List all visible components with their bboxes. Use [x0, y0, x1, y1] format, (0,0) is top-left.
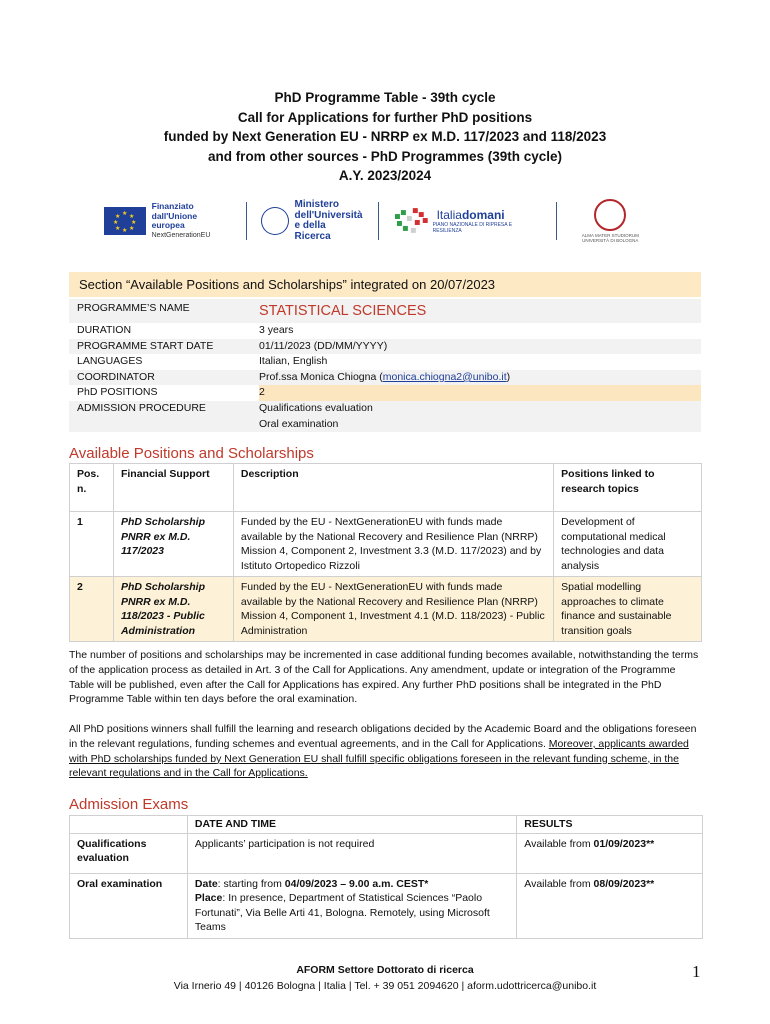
admission-step-1: Qualifications evaluation: [259, 401, 373, 414]
table-row: [70, 577, 702, 642]
document-title: [0, 88, 770, 186]
programme-name-value: STATISTICAL SCIENCES: [259, 303, 427, 319]
row-description: Funded by the EU - NextGenerationEU with funds made available by the National Recovery and Resilience Plan (NRRP) Mission 4, Component 1, Investment 4.1 (M.D. 118/2023) - Public Administration: [233, 577, 553, 642]
admission-procedure-value: [259, 401, 701, 432]
italiadomani-subtitle: PIANO NAZIONALE DI RIPRESA E RESILIENZA: [432, 222, 513, 234]
row-topics: Spatial modelling approaches to climate finance and sustainable transition goals: [554, 577, 702, 642]
mur-seal-icon: [261, 207, 289, 235]
table-row: [70, 833, 703, 873]
eu-logo-line-2: dall'Unione europea: [151, 210, 198, 230]
oral-results-prefix: Available from: [524, 877, 594, 890]
duration-label: DURATION: [77, 324, 132, 336]
admission-procedure-label: ADMISSION PROCEDURE: [77, 401, 206, 414]
admission-exams-heading: Admission Exams: [69, 796, 189, 813]
row-support: PhD Scholarship PNRR ex M.D. 118/2023 - Public Administration: [113, 577, 233, 642]
mur-logo: [261, 200, 364, 242]
title-line-3: funded by Next Generation EU - NRRP ex M.D. 117/2023 and 118/2023: [163, 129, 607, 144]
admission-exams-table: [69, 815, 703, 939]
eu-logo-line-3: NextGenerationEU: [151, 231, 211, 239]
unibo-logo-text: ALMA MATER STUDIORUM UNIVERSITÀ DI BOLOGNA: [581, 233, 639, 243]
programme-name-label: PROGRAMME’S NAME: [77, 302, 190, 314]
oral-exam-label: Oral examination: [70, 873, 188, 938]
oral-date-value: 04/09/2023 – 9.00 a.m. CEST*: [284, 877, 429, 890]
positions-table: [69, 463, 702, 642]
eu-logo-line-1: Finanziato: [151, 201, 194, 211]
italiadomani-logo: [393, 206, 542, 236]
title-line-4: and from other sources - PhD Programmes (39th cycle): [207, 148, 563, 164]
duration-value: 3 years: [259, 324, 294, 336]
qualifications-label: Qualifications evaluation: [70, 833, 188, 873]
qualifications-date: Applicants’ participation is not required: [187, 833, 516, 873]
eu-logo: [104, 202, 232, 240]
obligations-underlined-text: Moreover, applicants awarded with PhD scholarships funded by Next Generation EU shall fulfill specific obligations foreseen in the relevant funding scheme, in the relevant regulations and in the Call for Applications.: [69, 737, 689, 780]
row-description: Funded by the EU - NextGenerationEU with funds made available by the National Recovery and Resilience Plan (NRRP) Mission 4, Component 2, Investment 3.3 (M.D. 117/2023) and by Istituto Ortopedico Rizzoli: [233, 512, 553, 577]
col-header-pos: Pos. n.: [70, 464, 114, 512]
oral-place-value: : In presence, Department of Statistical Sciences “Paolo Fortunati”, Via Belle Arti 41, Bologna. Remotely, using Microsoft Teams: [194, 892, 490, 933]
col-header-results: RESULTS: [517, 816, 703, 834]
languages-label: LANGUAGES: [77, 355, 143, 368]
programme-info: [69, 299, 701, 432]
page-number: 1: [692, 962, 701, 981]
coordinator-value: [259, 370, 701, 386]
qual-results-prefix: Available from: [524, 837, 594, 850]
italia-word: Italia: [436, 208, 462, 222]
oral-exam-results: [517, 873, 703, 938]
coordinator-name: Prof.ssa Monica Chiogna (: [259, 370, 383, 383]
unibo-logo: [571, 199, 650, 243]
qual-results-date: 01/09/2023**: [593, 837, 655, 850]
row-pos: 1: [70, 512, 114, 577]
start-date-value: 01/11/2023 (DD/MM/YYYY): [259, 339, 388, 352]
col-header-date: DATE AND TIME: [187, 816, 516, 834]
admission-step-2: Oral examination: [259, 417, 339, 430]
table-row: [70, 512, 702, 577]
oral-results-date: 08/09/2023**: [593, 877, 655, 890]
oral-date-label: Date: [194, 877, 218, 890]
section-header: Section “Available Positions and Scholarships” integrated on 20/07/2023: [69, 272, 701, 297]
coordinator-label: COORDINATOR: [77, 370, 155, 383]
positions-note-paragraph: The number of positions and scholarships may be incremented in case additional funding becomes available, notwithstanding the terms of the application process as detailed in Art. 3 of the Call for Applications. Any amendment, update or integration of the Programme Table will be published, even after the Call for Applications has expired. Any further PhD positions shall be integrated in the PhD Programme Table within ten days before the oral examination.: [69, 649, 699, 706]
start-date-label: PROGRAMME START DATE: [77, 339, 214, 352]
qualifications-results: [517, 833, 703, 873]
logo-strip: [104, 198, 650, 244]
col-header-description: Description: [233, 464, 553, 512]
italiadomani-mark-icon: [393, 206, 433, 236]
positions-heading: Available Positions and Scholarships: [69, 445, 314, 462]
exams-empty-header: [70, 816, 188, 834]
obligations-text: All PhD positions winners shall fulfill the learning and research obligations decided by the Academic Board and the obligations foreseen in the relevant regulations, funding schemes and eventual agreements, and in the Call for Applications.: [69, 723, 697, 750]
phd-positions-value: 2: [259, 385, 701, 401]
mur-line-2: dell'Università: [294, 209, 363, 221]
coordinator-email-link[interactable]: monica.chiogna2@unibo.it: [382, 370, 507, 383]
col-header-support: Financial Support: [113, 464, 233, 512]
page-footer: [0, 962, 770, 994]
oral-place-label: Place: [194, 892, 223, 904]
oral-date-prefix: : starting from: [217, 877, 285, 890]
table-row: [70, 873, 703, 938]
languages-value: Italian, English: [259, 355, 328, 368]
row-support: PhD Scholarship PNRR ex M.D. 117/2023: [113, 512, 233, 577]
domani-word: domani: [461, 208, 505, 222]
phd-positions-label: PhD POSITIONS: [77, 386, 158, 399]
unibo-seal-icon: [594, 199, 626, 231]
footer-office: AFORM Settore Dottorato di ricerca: [296, 964, 474, 976]
logo-divider: [556, 202, 557, 240]
footer-address: Via Irnerio 49 | 40126 Bologna | Italia | Tel. + 39 051 2094620 | aform.udottricerca@unibo.it: [173, 980, 597, 992]
logo-divider: [246, 202, 247, 240]
col-header-topics: Positions linked to research topics: [554, 464, 702, 512]
mur-line-1: Ministero: [294, 199, 339, 210]
obligations-paragraph: [69, 722, 703, 781]
row-pos: 2: [70, 577, 114, 642]
logo-divider: [378, 202, 379, 240]
title-line-2: Call for Applications for further PhD positions: [237, 109, 533, 125]
row-topics: Development of computational medical technologies and data analysis: [554, 512, 702, 577]
mur-line-3: e della Ricerca: [294, 220, 331, 242]
eu-flag-icon: ★ ★ ★ ★ ★ ★ ★ ★: [104, 207, 146, 235]
coordinator-suffix: ): [506, 370, 511, 383]
oral-exam-details: [187, 873, 516, 938]
title-line-5: A.Y. 2023/2024: [338, 168, 432, 183]
title-line-1: PhD Programme Table - 39th cycle: [274, 90, 496, 105]
